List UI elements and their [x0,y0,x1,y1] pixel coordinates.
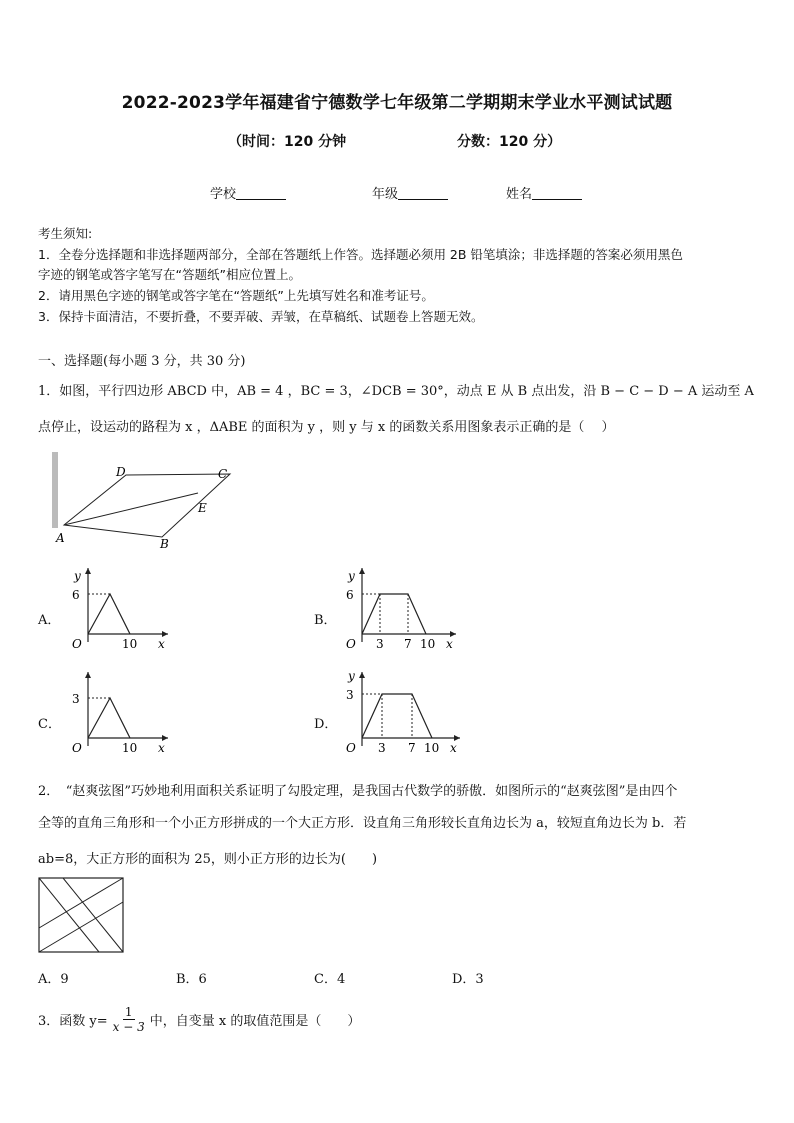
tick-label: 10 [424,741,440,755]
vertex-d-label: D [116,465,126,479]
q2-choice-c[interactable]: C．4 [314,972,346,987]
zhao-shuang-diagram [37,876,127,956]
q3-text [38,1005,360,1034]
q1-text-line2: 点停止，设运动的路程为 x ，ΔABE 的面积为 y ，则 y 与 x 的函数关系用图象表示正确的是（ ） [38,420,615,435]
q1-text-line1: 1．如图，平行四边形 ABCD 中，AB = 4 ，BC = 3，∠DCB = 30°，动点 E 从 B 点出发，沿 B − C − D − A 运动至 A [38,384,754,399]
y-axis-label: y [348,669,355,683]
y-arrow [359,672,365,678]
q1-option-a-label[interactable]: A． [38,613,61,628]
school-blank [236,187,286,200]
q2-text-line3: ab=8，大正方形的面积为 25，则小正方形的边长为( ) [38,852,378,867]
tick-label: 3 [376,637,384,651]
origin-label: O [72,637,82,651]
function-graph [88,698,130,738]
grade-label: 年级 [372,187,399,202]
grade-blank [398,187,448,200]
notice-item: 2．请用黑色字迹的钢笔或答字笔在“答题纸”上先填写姓名和准考证号。 [38,288,434,303]
name-label: 姓名 [506,187,533,202]
function-graph [88,594,130,634]
y-arrow [85,672,91,678]
q2-choice-b[interactable]: B．6 [176,972,207,987]
outer-square [39,878,123,952]
q3-suffix: 中，自变量 x 的取值范围是（ ） [149,1014,361,1029]
y-arrow [359,568,365,574]
q2-text-line2: 全等的直角三角形和一个小正方形拼成的一个大正方形．设直角三角形较长直角边长为 a，较短直角边长为 b．若 [38,816,687,831]
y-max-label: 3 [346,688,354,702]
school-label: 学校 [210,187,237,202]
notice-item: 1．全卷分选择题和非选择题两部分，全部在答题纸上作答。选择题必须用 2B 铅笔填涂；非选择题的答案必须用黑色 [38,247,683,262]
name-field [506,183,582,202]
q1-option-d-label[interactable]: D． [314,717,338,732]
y-arrow [85,568,91,574]
diagram-line [39,878,123,928]
x-axis-label: x [450,741,457,755]
origin-label: O [346,637,356,651]
tick-label: 10 [122,637,138,651]
notice-item: 字迹的钢笔或答字笔写在“答题纸”相应位置上。 [38,267,301,282]
q2-choice-a[interactable]: A．9 [38,972,69,987]
function-graph [362,594,426,634]
diagram-line [39,902,123,952]
fraction [111,1005,147,1034]
q1-option-d-graph[interactable] [332,666,467,756]
y-max-label: 6 [72,588,80,602]
tick-label: 10 [420,637,436,651]
exam-score: 分数：120 分） [457,134,562,150]
q2-choice-d[interactable]: D．3 [452,972,484,987]
vertex-c-label: C [218,467,228,481]
q1-option-a-graph[interactable] [58,562,178,652]
q1-option-b-graph[interactable] [332,562,462,652]
q1-option-c-label[interactable]: C． [38,717,61,732]
name-blank [532,187,582,200]
school-field [210,183,286,202]
q1-option-c-graph[interactable] [58,666,178,756]
origin-label: O [346,741,356,755]
tick-label: 3 [378,741,386,755]
q2-text-line1: 2． “赵爽弦图”巧妙地利用面积关系证明了勾股定理，是我国古代数学的骄傲．如图所示的“赵爽弦图”是由四个 [38,784,678,799]
exam-time: （时间：120 分钟 [228,134,347,150]
diagram-line [63,878,123,952]
page-title: 2022-2023学年福建省宁德数学七年级第二学期期末学业水平测试试题 [121,93,673,113]
fraction-numerator: 1 [124,1005,133,1019]
x-axis-label: x [158,741,165,755]
point-e-label: E [198,501,207,515]
origin-label: O [72,741,82,755]
x-axis-label: x [446,637,453,651]
y-max-label: 3 [72,692,80,706]
fraction-denominator: x − 3 [112,1020,145,1034]
notice-item: 3．保持卡面清洁，不要折叠，不要弄破、弄皱，在草稿纸、试题卷上答题无效。 [38,309,484,324]
tick-label: 10 [122,741,138,755]
section-heading: 一、选择题(每小题 3 分，共 30 分) [38,354,246,369]
y-axis-label: y [74,569,81,583]
tick-label: 7 [408,741,416,755]
parallelogram-figure [50,448,250,553]
vertex-b-label: B [160,537,169,551]
grade-field [372,183,448,202]
q3-prefix: 3．函数 y= [38,1014,108,1029]
diagram-line [39,878,99,952]
x-axis-label: x [158,637,165,651]
notice-heading: 考生须知: [38,226,93,241]
y-max-label: 6 [346,588,354,602]
tick-label: 7 [404,637,412,651]
q1-option-b-label[interactable]: B． [314,613,337,628]
vertex-a-label: A [56,531,65,545]
y-axis-label: y [348,569,355,583]
function-graph [362,694,432,738]
